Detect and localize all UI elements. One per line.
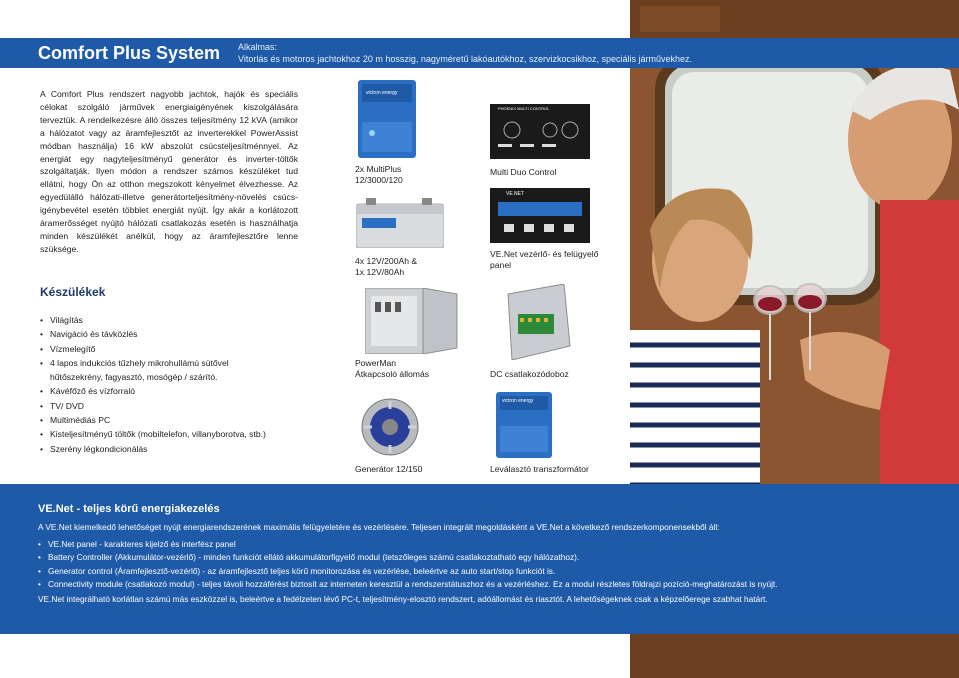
list-item: • TV/ DVD [40, 399, 310, 413]
multi-duo-control-image [490, 104, 590, 164]
list-item: • VE.Net panel - karakteres kijelző és interfész panel [38, 538, 778, 551]
list-item: • Generator control (Áramfejlesztő-vezérlő) - az áramfejlesztő teljes körű monitorozása és vezérlése, beleértve az auto start/stop funkciót is. [38, 565, 778, 578]
dc-box-image [500, 284, 572, 365]
list-item: • Vízmelegítő [40, 342, 310, 356]
battery-caption [355, 256, 417, 278]
devices-list [40, 313, 310, 456]
venet-label: VE.NET [506, 191, 525, 197]
page-title: Comfort Plus System [38, 43, 221, 63]
generator-image [358, 395, 422, 464]
caption-line: VE.Net vezérlő- és felügyelő [490, 249, 599, 259]
multiplus-caption [355, 164, 403, 186]
dc-caption: DC csatlakozódoboz [490, 369, 569, 379]
brand-label: victron energy [366, 90, 398, 96]
duo-caption: Multi Duo Control [490, 167, 557, 177]
venet-caption [490, 249, 598, 271]
caption-line: PowerMan [355, 358, 397, 368]
venet-components-list [38, 538, 778, 591]
list-item: • 4 lapos indukciós tűzhely mikrohullámú sütővel [40, 356, 310, 370]
list-item: • Multimédiás PC [40, 413, 310, 427]
powerman-caption [355, 358, 429, 380]
list-item: • Kisteljesítményű töltők (mobiltelefon, villanyborotva, stb.) [40, 427, 310, 441]
list-item: • Navigáció és távközlés [40, 327, 310, 341]
venet-section-title: VE.Net - teljes körű energiakezelés [38, 503, 220, 515]
battery-image [356, 198, 444, 253]
panel-title: PHOENIX MULTI CONTROL [498, 106, 550, 111]
list-item: • Connectivity module (csatlakozó modul) - teljes távoli hozzáférést biztosít az interneten keresztül a rendszerstátuszhoz és a vezérléshez. Ez a modul részletes földrajzi pozíció-meghatározást is nyújt. [38, 578, 778, 591]
list-item: • Szerény légkondicionálás [40, 442, 310, 456]
devices-title: Készülékek [40, 285, 106, 299]
multiplus-image [358, 80, 416, 163]
caption-line: 2x MultiPlus [355, 164, 402, 174]
venet-section [0, 484, 959, 634]
list-item-continuation: hűtőszekrény, fagyasztó, mosógép / szárító. [50, 372, 218, 383]
intro-paragraph: A Comfort Plus rendszert nagyobb jachtok, hajók és speciális célokat szolgáló járművek energiaigényének kiszolgálására terveztük. A rendelkezésre álló összes teljesítmény 12 kVA (amikor a hálózatot vagy az áramfejlesztőt az inverterekkel PowerAssist módban használja) 16 kW abszolút csúcsteljesítménnyel. Az energiát egy nagyteljesítményű generátor és inverter-töltők szolgáltatják. Ilyen módon a rendszer számos készüléket tud ellátni, hogy Ön az otthon megszokott kényelmet élvezhesse. Az egyedülálló hálózati-illetve generátorteljesítmény-növelés csúcs-igénybevétel esetén többlet energiát nyújt. Így akár a korlátozott áramerősséget nyújtó hálózati csatlakozás esetén is használhatja minden készülékét anélkül, hogy az áramfejlesztőre lenne szüksége. [40, 89, 298, 254]
generator-caption: Generátor 12/150 [355, 464, 423, 474]
list-item: • Battery Controller (Akkumulátor-vezérlő) - minden funkciót ellátó akkumulátorfigyelő modul (tetszőleges számú csatlakoztatható egy hálózathoz). [38, 551, 778, 564]
caption-line: 1x 12V/80Ah [355, 267, 405, 277]
venet-intro: A VE.Net kiemelkedő lehetőséget nyújt energiarendszerének maximális felügyeletére és vezérlésére. Teljesen integrált megoldásként a VE.Net a következő rendszerkomponensekből áll: [38, 522, 720, 532]
transformer-caption: Leválasztó transzformátor [490, 464, 589, 474]
transformer-image [496, 392, 552, 463]
venet-outro: VE.Net integrálható korlátlan számú más eszközzel is, beleértve a fedélzeten lévő PC-t, teljesítmény-elosztó rendszert, adóállomást és riasztót. A lehetőségeknek csak a képzelőerege szabhat határt. [38, 594, 768, 604]
powerman-image [365, 288, 465, 359]
venet-panel-image [490, 188, 590, 248]
caption-line: 12/3000/120 [355, 175, 403, 185]
caption-line: Átkapcsoló állomás [355, 369, 430, 379]
header-band [0, 38, 959, 68]
caption-line: panel [490, 260, 512, 270]
applications-label: Alkalmas: [238, 42, 278, 52]
caption-line: 4x 12V/200Ah & [355, 256, 418, 266]
list-item: • Kávéfőző és vízforraló [40, 384, 310, 398]
applications-text: Vitorlás és motoros jachtokhoz 20 m hosszig, nagyméretű lakóautókhoz, szervizkocsikhoz, speciális járművekhez. [238, 54, 693, 64]
brand-label: victron energy [502, 398, 534, 404]
list-item: • Világítás [40, 313, 310, 327]
